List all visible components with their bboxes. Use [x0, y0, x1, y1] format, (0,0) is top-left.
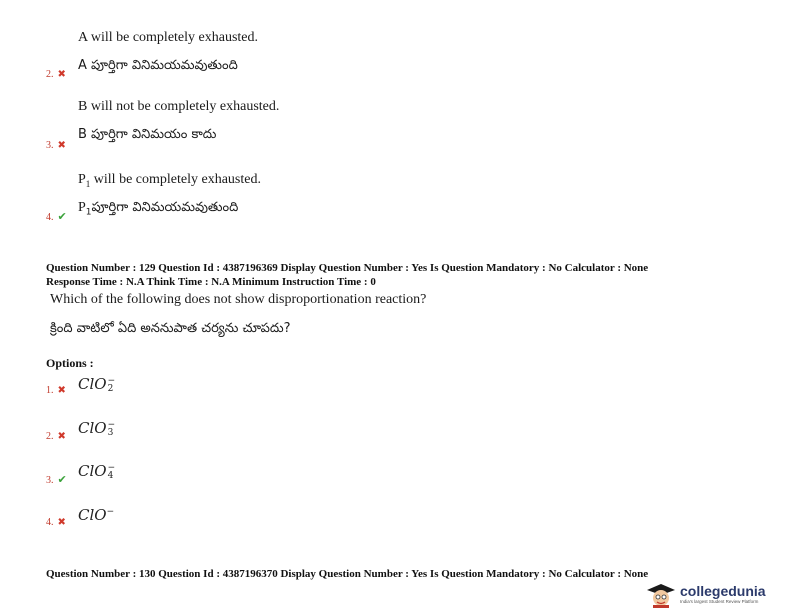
text: పూర్తిగా వినిమయమవుతుంది: [91, 200, 239, 215]
question-meta-line1: Question Number : 129 Question Id : 4387196369 Display Question Number : Yes Is Question Mandatory : No Calculator : None: [46, 262, 649, 274]
formula-sub: 2: [107, 384, 114, 394]
logo-name: collegedunia: [680, 583, 766, 599]
option-number: 3.: [46, 140, 54, 151]
formula-base: ClO: [78, 375, 107, 393]
next-question-meta-line1: Question Number : 130 Question Id : 4387196370 Display Question Number : Yes Is Question Mandatory : No Calculator : None: [46, 568, 649, 580]
option-1-formula: [78, 375, 115, 393]
var-p: P: [78, 172, 86, 187]
logo-tagline: India's largest Student Review Platform: [680, 599, 759, 604]
cross-icon: ✖: [57, 140, 66, 151]
prev-option-4-marker: [46, 210, 67, 223]
options-label: Options :: [46, 356, 94, 370]
option-4-formula: [78, 506, 114, 524]
cross-icon: ✖: [57, 385, 66, 396]
option-2-formula: [78, 419, 115, 437]
cross-icon: ✖: [57, 517, 66, 528]
formula-sub: 3: [107, 428, 114, 438]
question-text-telugu: క్రింది వాటిలో ఏది అననుపాత చర్యను చూపదు?: [50, 321, 291, 336]
formula-sub: 4: [107, 471, 114, 481]
formula-sup: −: [107, 376, 116, 386]
prev-option-2-english: B will not be completely exhausted.: [78, 99, 280, 114]
check-icon: ✔: [57, 474, 67, 486]
option-number: 2.: [46, 69, 54, 80]
text: will be completely exhausted.: [90, 172, 261, 187]
formula-base: ClO: [78, 462, 107, 480]
prev-option-2-telugu: B పూర్తిగా వినిమయం కాదు: [78, 127, 217, 142]
option-1-marker: [46, 385, 66, 396]
option-number: 4.: [46, 517, 54, 528]
option-4-marker: [46, 517, 66, 528]
var-p: P: [78, 200, 86, 215]
prev-option-3-marker: [46, 140, 66, 151]
option-number: 2.: [46, 431, 54, 442]
cross-icon: ✖: [57, 69, 66, 80]
subscript: 1: [85, 178, 91, 189]
check-icon: ✔: [57, 211, 67, 223]
option-number: 3.: [46, 475, 54, 486]
cross-icon: ✖: [57, 431, 66, 442]
formula-sup: −: [107, 463, 116, 473]
collegedunia-logo: [644, 582, 788, 608]
question-meta-line2: Response Time : N.A Think Time : N.A Minimum Instruction Time : 0: [46, 276, 376, 288]
formula-sup: −: [106, 507, 115, 517]
prev-option-1-telugu: A పూర్తిగా వినిమయమవుతుంది: [78, 58, 238, 73]
option-3-formula: [78, 462, 115, 480]
prev-option-1-english: A will be completely exhausted.: [78, 30, 259, 45]
option-number: 4.: [46, 212, 54, 223]
option-3-marker: [46, 473, 67, 486]
prev-option-3-english: [78, 172, 261, 189]
formula-base: ClO: [78, 506, 107, 524]
subscript: 1: [85, 207, 92, 218]
formula-sup: −: [107, 420, 116, 430]
prev-option-2-marker: [46, 69, 66, 80]
question-text-english: Which of the following does not show disproportionation reaction?: [50, 292, 427, 307]
option-2-marker: [46, 431, 66, 442]
prev-option-3-telugu: [78, 200, 238, 218]
graduate-mascot-icon: [644, 582, 678, 608]
formula-base: ClO: [78, 419, 107, 437]
option-number: 1.: [46, 385, 54, 396]
